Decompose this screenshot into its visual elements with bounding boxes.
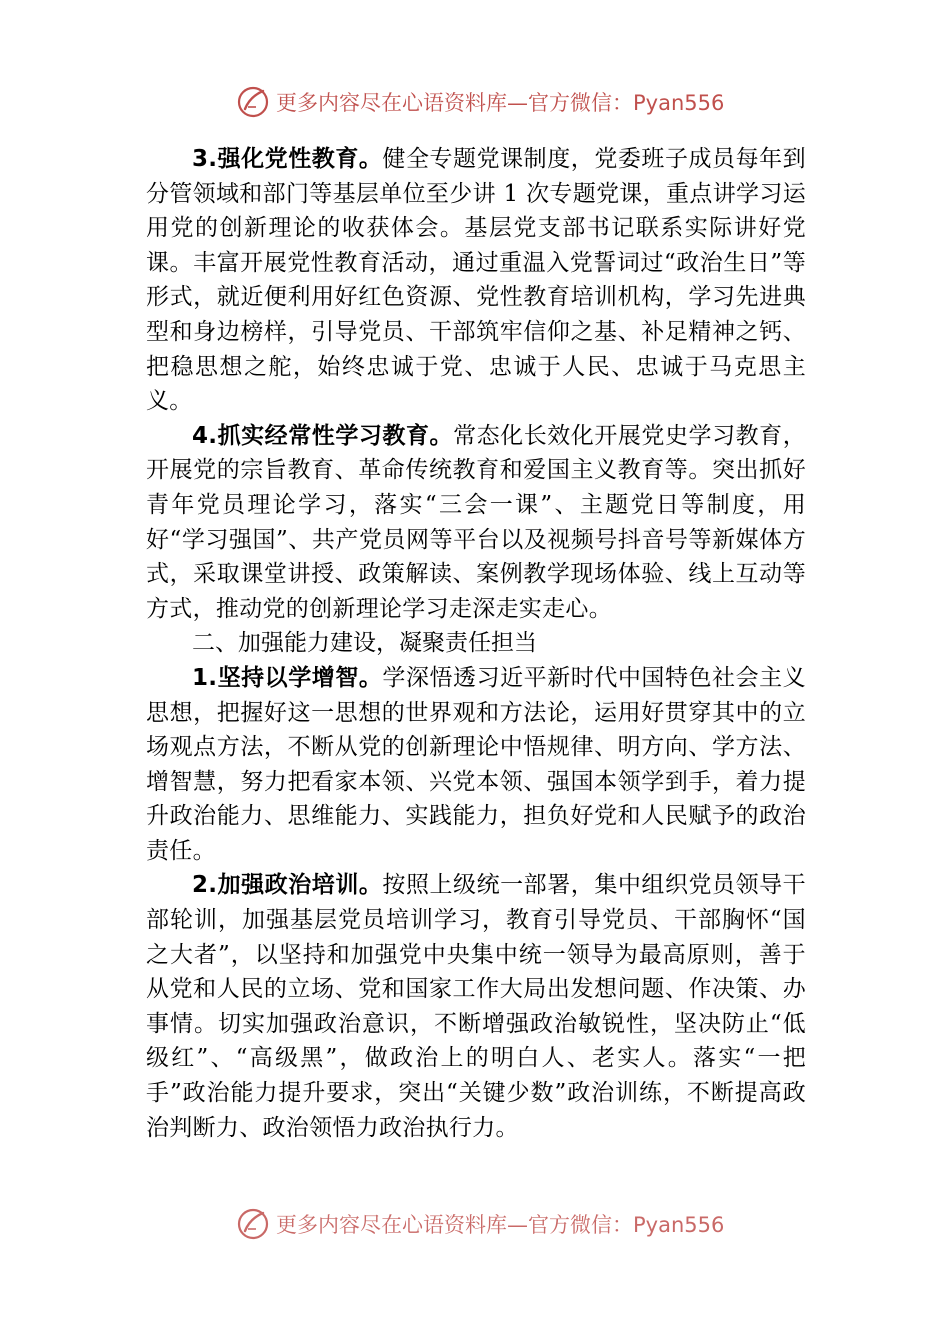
header-watermark <box>236 84 724 120</box>
paragraph-text: 按照上级统一部署，集中组织党员领导干部轮训，加强基层党员培训学习，教育引导党员、干部胸怀“国之大者”，以坚持和加强党中央集中统一领导为最高原则，善于从党和人民的立场、党和国家工作大局出发想问题、作决策、办事情。切实加强政治意识，不断增强政治敏锐性，坚决防止“低级红”、“高级黑”，做政治上的明白人、老实人。落实“一把手”政治能力提升要求，突出“关键少数”政治训练，不断提高政治判断力、政治领悟力政治执行力。 <box>146 872 806 1141</box>
paragraph-heading: 3.强化党性教育。 <box>192 146 383 172</box>
watermark-text: 更多内容尽在心语资料库—官方微信：Pyan556 <box>276 1213 725 1237</box>
document-body <box>146 142 806 1145</box>
paragraph-text: 学深悟透习近平新时代中国特色社会主义思想，把握好这一思想的世界观和方法论，运用好贯穿其中的立场观点方法，不断从党的创新理论中悟规律、明方向、学方法、增智慧，努力把看家本领、兴党本领、强国本领学到手，着力提升政治能力、思维能力、实践能力，担负好党和人民赋予的政治责任。 <box>146 664 806 864</box>
paragraph <box>146 868 806 1145</box>
pen-circle-logo-icon <box>236 85 270 119</box>
paragraph <box>146 661 806 869</box>
paragraph-text: 健全专题党课制度，党委班子成员每年到分管领域和部门等基层单位至少讲 1 次专题党课，重点讲学习运用党的创新理论的收获体会。基层党支部书记联系实际讲好党课。丰富开展党性教育活动，通过重温入党誓词过“政治生日”等形式，就近便利用好红色资源、党性教育培训机构，学习先进典型和身边榜样，引导党员、干部筑牢信仰之基、补足精神之钙、把稳思想之舵，始终忠诚于党、忠诚于人民、忠诚于马克思主义。 <box>146 146 806 415</box>
pen-circle-logo-icon <box>236 1207 270 1241</box>
section-heading: 二、加强能力建设，凝聚责任担当 <box>192 630 537 657</box>
paragraph-heading: 2.加强政治培训。 <box>192 872 383 899</box>
paragraph-heading: 4.抓实经常性学习教育。 <box>192 422 454 449</box>
watermark-text: 更多内容尽在心语资料库—官方微信：Pyan556 <box>276 91 725 115</box>
paragraph <box>146 419 806 627</box>
paragraph-text: 常态化长效化开展党史学习教育，开展党的宗旨教育、革命传统教育和爱国主义教育等。突出抓好青年党员理论学习，落实“三会一课”、主题党日等制度，用好“学习强国”、共产党员网等平台以及视频号抖音号等新媒体方式，采取课堂讲授、政策解读、案例教学现场体验、线上互动等方式，推动党的创新理论学习走深走实走心。 <box>146 422 807 622</box>
footer-watermark <box>236 1206 724 1242</box>
paragraph <box>146 142 806 419</box>
paragraph-heading: 1.坚持以学增智。 <box>192 664 383 691</box>
